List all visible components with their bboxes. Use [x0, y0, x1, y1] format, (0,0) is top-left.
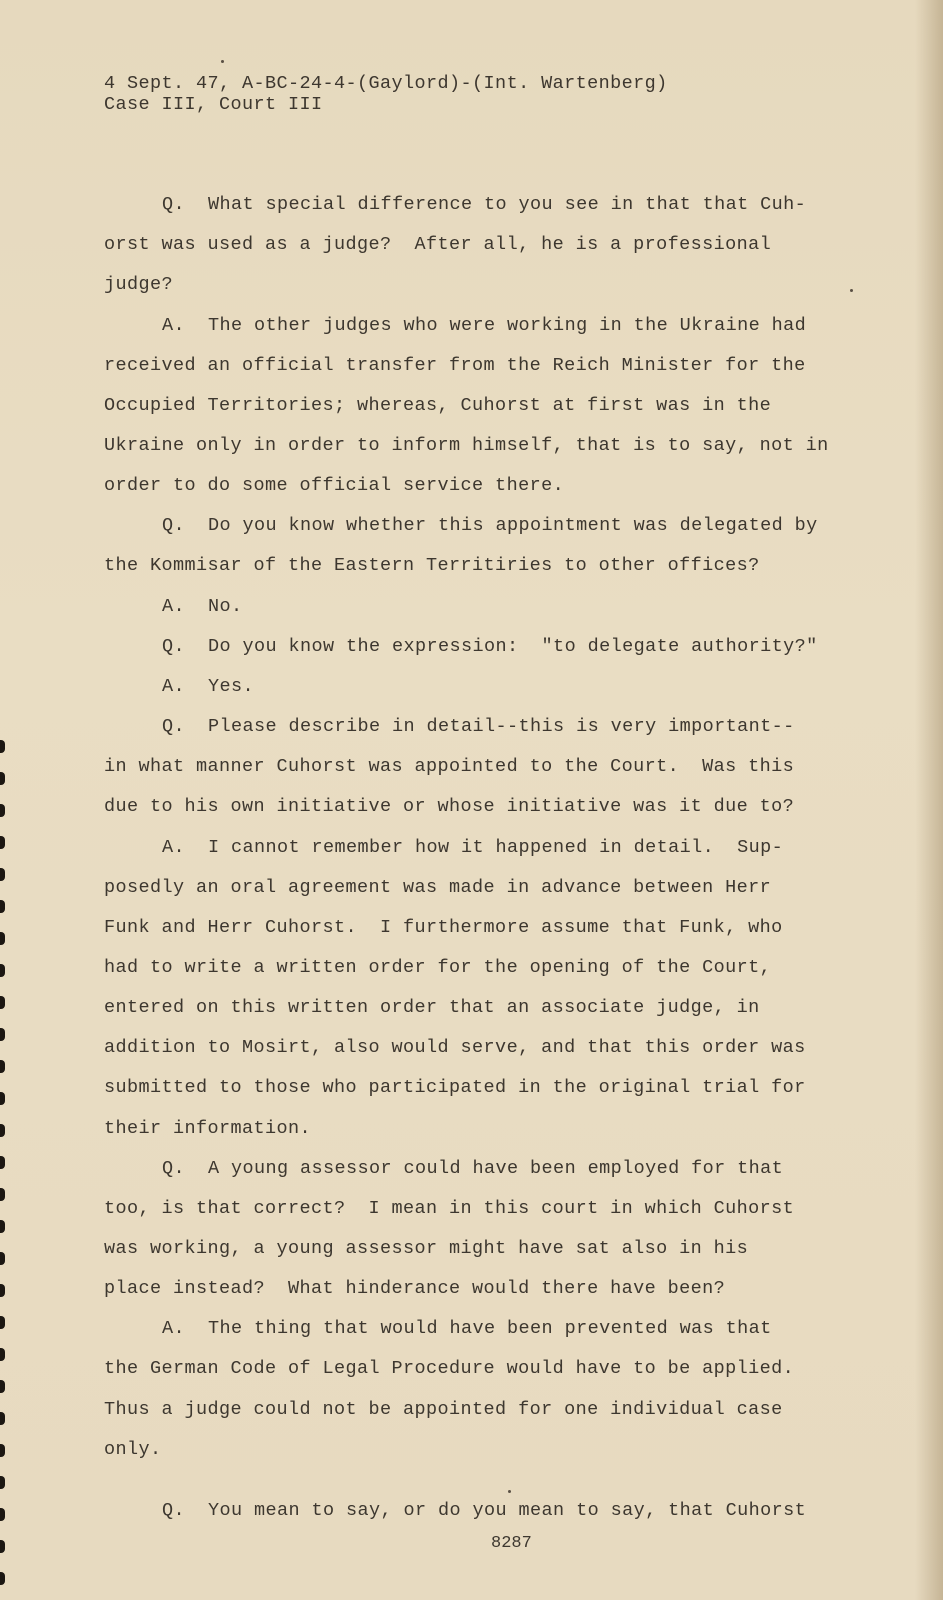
transcript-line: due to his own initiative or whose initiative was it due to?	[104, 796, 795, 817]
transcript-line: Q. Do you know the expression: "to delegate authority?"	[162, 636, 818, 657]
transcript-line: A. The other judges who were working in the Ukraine had	[162, 315, 807, 336]
transcript-line: Funk and Herr Cuhorst. I furthermore assume that Funk, who	[104, 917, 783, 938]
paper-speck	[850, 289, 853, 292]
page-number: 8287	[491, 1534, 532, 1553]
transcript-line: A. No.	[162, 596, 243, 617]
transcript-line: Thus a judge could not be appointed for one individual case	[104, 1399, 783, 1420]
transcript-line: Q. What special difference to you see in that that Cuh-	[162, 194, 807, 215]
transcript-line: posedly an oral agreement was made in advance between Herr	[104, 877, 772, 898]
transcript-line: judge?	[104, 274, 174, 295]
paper-speck	[508, 1490, 511, 1493]
transcript-line: only.	[104, 1439, 162, 1460]
transcript-line: entered on this written order that an associate judge, in	[104, 997, 760, 1018]
transcript-line: submitted to those who participated in the original trial for	[104, 1077, 806, 1098]
transcript-line: received an official transfer from the Reich Minister for the	[104, 355, 806, 376]
transcript-line: addition to Mosirt, also would serve, and that this order was	[104, 1037, 806, 1058]
document-header	[104, 73, 668, 115]
paper-speck	[221, 60, 224, 63]
transcript-line: in what manner Cuhorst was appointed to the Court. Was this	[104, 756, 795, 777]
transcript-line: was working, a young assessor might have sat also in his	[104, 1238, 749, 1259]
transcript-line: place instead? What hinderance would there have been?	[104, 1278, 726, 1299]
transcript-line: Q. A young assessor could have been employed for that	[162, 1158, 784, 1179]
transcript-line: Occupied Territories; whereas, Cuhorst at first was in the	[104, 395, 772, 416]
transcript-line: A. The thing that would have been prevented was that	[162, 1318, 772, 1339]
transcript-line: their information.	[104, 1118, 312, 1139]
transcript-line: the German Code of Legal Procedure would have to be applied.	[104, 1358, 795, 1379]
transcript-line: too, is that correct? I mean in this court in which Cuhorst	[104, 1198, 795, 1219]
header-case-court: Case III, Court III	[104, 94, 323, 115]
transcript-line: the Kommisar of the Eastern Territiries to other offices?	[104, 555, 760, 576]
transcript-line: Q. Please describe in detail--this is very important--	[162, 716, 795, 737]
transcript-line: Q. Do you know whether this appointment was delegated by	[162, 515, 818, 536]
transcript-line: A. Yes.	[162, 676, 255, 697]
binding-holes	[0, 0, 10, 1600]
header-case-reference: 4 Sept. 47, A-BC-24-4-(Gaylord)-(Int. Wartenberg)	[104, 73, 668, 94]
transcript-line: Ukraine only in order to inform himself, that is to say, not in	[104, 435, 829, 456]
transcript-line: orst was used as a judge? After all, he is a professional	[104, 234, 772, 255]
transcript-line: order to do some official service there.	[104, 475, 565, 496]
transcript-line: had to write a written order for the opening of the Court,	[104, 957, 772, 978]
transcript-line: A. I cannot remember how it happened in detail. Sup-	[162, 837, 784, 858]
transcript-line: Q. You mean to say, or do you mean to say, that Cuhorst	[162, 1500, 807, 1521]
